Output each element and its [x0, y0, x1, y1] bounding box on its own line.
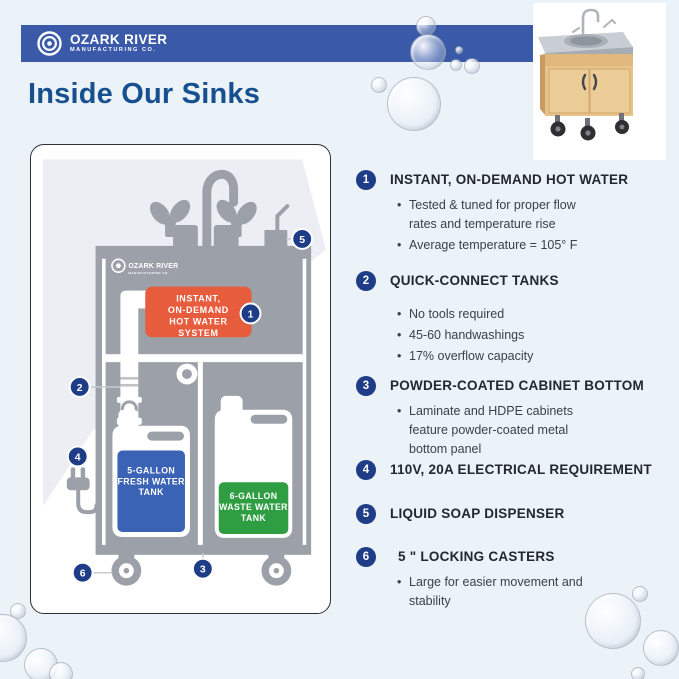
- bubble-decoration: [643, 630, 679, 666]
- bullet: • 17% overflow capacity: [397, 347, 607, 366]
- fresh-tank-label-line: FRESH WATER: [117, 476, 185, 487]
- photo-casters: [551, 113, 630, 141]
- brand-logo-icon: [36, 30, 63, 57]
- waste-tank-label-line: TANK: [240, 513, 267, 524]
- photo-drawer-band: [545, 54, 633, 66]
- feature-4-title: 110V, 20A ELECTRICAL REQUIREMENT: [390, 462, 652, 477]
- callout-6: [73, 563, 93, 583]
- callout-6-number: 6: [79, 568, 86, 580]
- callout-3: [193, 559, 213, 579]
- callout-2-number: 2: [76, 382, 83, 394]
- feature-5-title: LIQUID SOAP DISPENSER: [390, 506, 565, 521]
- bubble-decoration: [450, 59, 462, 71]
- photo-cabinet-door-left: [549, 69, 589, 113]
- power-plug-icon: [67, 467, 97, 512]
- bubble-decoration: [632, 586, 648, 602]
- bubble-decoration: [0, 614, 27, 662]
- feature-soap-dispenser: [356, 504, 672, 524]
- callout-5: [292, 229, 312, 249]
- bullet: • Tested & tuned for proper flow rates and temperature rise: [397, 196, 607, 234]
- fresh-water-tank: [112, 410, 189, 537]
- bubble-decoration: [455, 46, 463, 54]
- brand-logo-text: [70, 33, 167, 54]
- product-sink-photo: [533, 3, 666, 160]
- sink-diagram-card: [30, 144, 331, 614]
- feature-1-number: 1: [356, 170, 376, 190]
- bubble-decoration: [49, 662, 73, 679]
- brand-logo: [36, 30, 167, 57]
- faucet-base-right: [214, 225, 239, 248]
- feature-6-number: 6: [356, 547, 376, 567]
- callout-1: [241, 304, 261, 324]
- bubble-decoration: [416, 16, 436, 36]
- page-title: Inside Our Sinks: [28, 78, 261, 110]
- waste-tank-label-line: WASTE WATER: [219, 502, 288, 513]
- waste-water-tank: [215, 396, 292, 538]
- feature-4-number: 4: [356, 460, 376, 480]
- feature-2-number: 2: [356, 271, 376, 291]
- caster-wheel-right: [261, 551, 291, 586]
- caster-wheel-left: [111, 551, 141, 586]
- feature-3-number: 3: [356, 376, 376, 396]
- bubble-decoration: [585, 593, 641, 649]
- hot-water-system-box: [145, 287, 251, 338]
- photo-faucet-icon: [583, 10, 598, 33]
- cabinet-hole-center: [182, 369, 192, 379]
- bullet: • Laminate and HDPE cabinets feature powder-coated metal bottom panel: [397, 402, 607, 459]
- feature-5-number: 5: [356, 504, 376, 524]
- callout-2: [70, 377, 90, 397]
- callout-3-number: 3: [199, 564, 206, 576]
- feature-2-bullets: [397, 305, 607, 366]
- fresh-tank-label-line: TANK: [138, 487, 164, 498]
- callout-4-number: 4: [74, 452, 81, 464]
- feature-hot-water: [356, 170, 672, 257]
- bullet: • Large for easier movement and stability: [397, 573, 607, 611]
- feature-powder-coated-bottom: [356, 376, 672, 461]
- product-sink-illustration: [533, 3, 666, 160]
- feature-3-bullets: [397, 402, 607, 459]
- bubble-decoration: [410, 34, 446, 70]
- hot-water-label-line: INSTANT,: [176, 293, 221, 304]
- fresh-tank-label-line: 5-GALLON: [127, 465, 176, 476]
- photo-cabinet-door-right: [590, 69, 630, 113]
- callout-4: [68, 447, 88, 467]
- photo-sprayer-icon: [604, 20, 615, 27]
- hot-water-label-line: HOT WATER: [169, 316, 228, 327]
- feature-electrical: [356, 460, 672, 480]
- bubble-decoration: [371, 77, 387, 93]
- hot-water-label-line: ON-DEMAND: [167, 304, 229, 315]
- feature-1-bullets: [397, 196, 607, 255]
- waste-tank-label-line: 6-GALLON: [229, 491, 278, 502]
- photo-cabinet-side: [540, 54, 545, 115]
- feature-6-bullets: [397, 573, 607, 611]
- bullet: • No tools required: [397, 305, 607, 324]
- hot-water-label-line: SYSTEM: [178, 327, 219, 338]
- feature-3-title: POWDER-COATED CABINET BOTTOM: [390, 378, 644, 393]
- feature-1-title: INSTANT, ON-DEMAND HOT WATER: [390, 172, 629, 187]
- bubble-decoration: [631, 667, 645, 679]
- brand-name: OZARK RIVER: [70, 31, 168, 47]
- feature-quick-connect-tanks: [356, 271, 672, 368]
- photo-sink-basin-inner: [570, 36, 602, 45]
- faucet-base-left: [173, 225, 198, 248]
- bullet: • Average temperature = 105° F: [397, 236, 607, 255]
- bubble-decoration: [464, 58, 480, 74]
- callout-5-number: 5: [299, 234, 306, 246]
- feature-2-title: QUICK-CONNECT TANKS: [390, 273, 559, 288]
- brand-subtitle: MANUFACTURING CO.: [70, 47, 157, 54]
- callout-1-number: 1: [247, 309, 254, 321]
- inner-brand-subtitle: MANUFACTURING CO.: [128, 271, 170, 276]
- bullet: • 45-60 handwashings: [397, 326, 607, 345]
- feature-6-title: 5 " LOCKING CASTERS: [398, 549, 555, 564]
- bubble-decoration: [387, 77, 441, 131]
- inner-brand-name: OZARK RIVER: [128, 263, 179, 271]
